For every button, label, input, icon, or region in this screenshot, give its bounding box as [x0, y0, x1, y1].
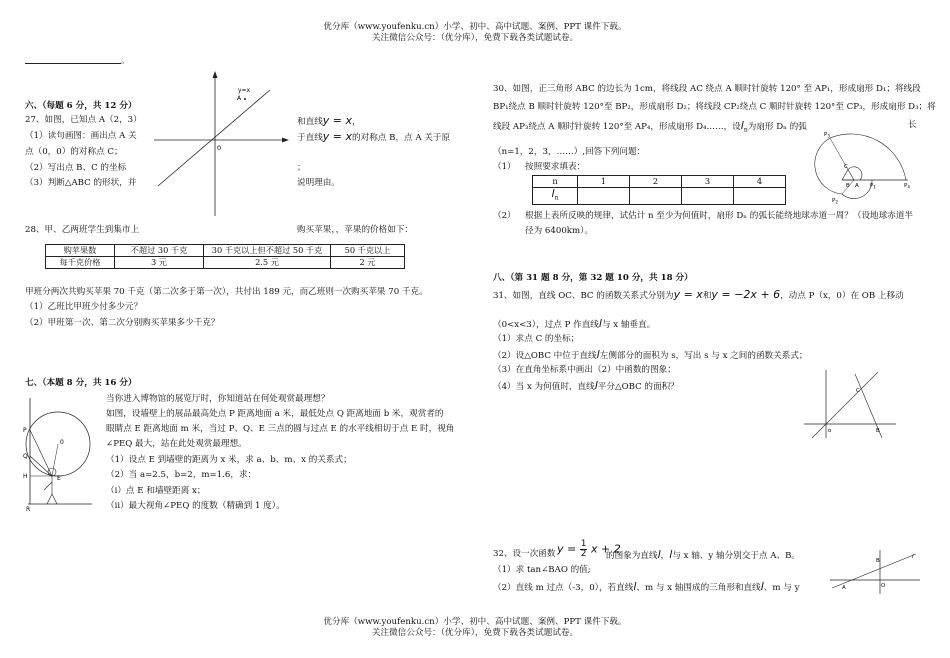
- q31-symbol-l-2: l: [596, 348, 600, 361]
- q32-line1a: 32、设一次函数: [493, 549, 556, 559]
- q30-label-c: C: [844, 164, 848, 170]
- q29-viewer-leg-right: [52, 494, 57, 504]
- q30-label-p3-letter: P: [824, 132, 828, 138]
- q30-line3c: 长: [908, 120, 917, 130]
- q31-label-c: C: [856, 388, 860, 394]
- q28-table-price-row: [46, 257, 405, 269]
- q32-symbol-l-3: l: [633, 580, 637, 593]
- q30-line5b: 按照要求填表：: [525, 162, 586, 172]
- q31-line5: （3）在直角坐标系中画出（2）中函数的图象；: [493, 365, 676, 375]
- q30-label-p4: [904, 183, 910, 190]
- q30-line6c: 径为 6400km）。: [525, 226, 594, 236]
- q30-td-n3: 3: [682, 176, 734, 188]
- q30-td-l4[interactable]: [734, 188, 786, 205]
- blank-period: 。: [121, 56, 130, 66]
- q29-line7: （ⅰ）点 E 和墙壁距离 x；: [106, 486, 206, 496]
- q27-line1a: 27、如图，已知点 A（2，3）: [25, 115, 142, 125]
- q29-label-r: R: [26, 506, 31, 513]
- q30-line5a: （1）: [493, 162, 516, 172]
- q32-symbol-l-2: l: [669, 548, 673, 561]
- q30-label-p2: [832, 198, 838, 204]
- q32-label-l: l: [912, 554, 914, 560]
- q32-line-l: [832, 554, 916, 588]
- q29-line4: ∠PEQ 最大，站在此处观赏最理想。: [106, 439, 247, 449]
- q30-line3b-text: 为扇形 Dₙ 的弧: [747, 122, 807, 132]
- q32-line3b-text: 、m 与 x 轴围成的三角形和直线: [636, 583, 761, 593]
- q30-arc-4: [830, 134, 906, 180]
- q28-td-3: 2 元: [331, 257, 405, 269]
- q30-label-p1-letter: P: [870, 183, 874, 189]
- q30-line3a-text: 线段 AP₃绕点 A 顺时针旋转 120°至 AP₄，形成扇形 D₄……，设: [493, 122, 741, 132]
- q30-table-symbol-sub-n: n: [554, 194, 559, 202]
- q30-triangle-abc: [842, 170, 854, 180]
- q28-line3: （1）乙班比甲班少付多少元？: [25, 302, 143, 312]
- footer-line-2: 关注微信公众号：（优分库），免费下载各类试题试卷。: [371, 628, 579, 638]
- q27-line2b-text: 于直线: [297, 133, 323, 143]
- q32-symbol-l-1: l: [657, 548, 661, 561]
- q31-eq-bc: y = −2x + 6: [711, 288, 781, 301]
- q27-y-arrow: [213, 71, 218, 78]
- q32-line2: （1）求 tan∠BAO 的值;: [493, 565, 591, 575]
- q28-th-3: 50 千克以上: [331, 245, 405, 257]
- q30-label-p4-letter: P: [904, 183, 908, 189]
- q30-label-p2-letter: P: [832, 198, 836, 204]
- q30-td-l1[interactable]: [578, 188, 630, 205]
- q30-label-p3: [824, 132, 830, 139]
- q32-fraction-den: 2: [580, 549, 587, 559]
- footer-line-1: 优分库（www.youfenku.cn）小学、初中、高中试题、案例、PPT 课件下载。: [323, 617, 627, 627]
- q28-th-2: 30 千克以上但不超过 50 千克: [204, 245, 331, 257]
- q27-line1b-text: 和直线: [297, 117, 323, 127]
- q31-line2a-text: （0<x<3），过点 P 作直线: [493, 320, 599, 330]
- q32-eq-y: y =: [557, 542, 577, 556]
- q31-line4: [493, 349, 808, 362]
- q30-label-p1: [870, 183, 876, 190]
- q31-label-o: o: [828, 428, 832, 434]
- q31-line2: [493, 318, 655, 331]
- header-line-1: 优分库（www.youfenku.cn）小学、初中、高中试题、案例、PPT 课件下载。: [323, 22, 627, 32]
- q29-label-e: E: [57, 475, 61, 482]
- q31-line1a-text: 31、如图，直线 OC、BC 的函数关系式分别为: [493, 291, 674, 301]
- q30-spiral-figure: [808, 124, 916, 204]
- q27-line2a: （1）读句画图：画出点 A 关: [25, 131, 137, 141]
- q31-line6: [493, 380, 679, 393]
- q27-line1b: [297, 115, 361, 128]
- q28-table-header-row: [46, 245, 405, 257]
- q28-td-1: 3 元: [115, 257, 204, 269]
- q29-line3: 眼睛点 E 距离地面 m 米，当过 P、Q、E 三点的圆与过点 E 的水平线相切于点 E 时，视角: [106, 424, 455, 434]
- q29-line2: 如图，设墙壁上的展品最高处点 P 距离地面 a 米，最低处点 Q 距离地面 b 米，观赏者的: [106, 409, 444, 419]
- q32-fraction: [580, 540, 588, 559]
- q29-label-o: 0: [60, 439, 64, 446]
- q27-origin-label: 0: [217, 144, 222, 152]
- q30-line6b: 根据上表所反映的规律，试估计 n 至少为何值时，扇形 Dₙ 的弧长能绕地球赤道一周？（设地球赤道半: [525, 211, 914, 221]
- q27-point-a-label: A: [237, 95, 242, 102]
- q27-x-arrow: [282, 138, 289, 143]
- q31-symbol-l-3: l: [594, 379, 598, 392]
- q32-line3a-text: （2）直线 m 过点（-3，0），若直线: [493, 583, 634, 593]
- q28-td-0: 每千克价格: [46, 257, 115, 269]
- q29-museum-figure: [22, 394, 104, 514]
- q27-line5a: （3）判断△ABC 的形状，并: [25, 178, 137, 188]
- q29-line8: （ⅱ）最大视角∠PEQ 的度数（精确到 1 度）。: [106, 501, 285, 511]
- q32-eq-tail: x + 2: [590, 542, 621, 556]
- q28-line1a: 28、甲、乙两班学生到集市上: [25, 225, 140, 235]
- q27-point-a: [244, 98, 246, 100]
- q29-label-q: Q: [23, 453, 28, 460]
- q31-line1b-text: 和: [702, 291, 712, 301]
- q30-label-p4-sub: 4: [907, 184, 910, 190]
- section-6-title: 六、（每题 6 分，共 12 分）: [25, 101, 137, 111]
- q30-td-n4: 4: [734, 176, 786, 188]
- q28-line1b: 购买苹果，，苹果的价格如下：: [297, 225, 414, 235]
- q32-line1b-text: 的图象为直线: [606, 551, 658, 561]
- q30-td-n1: 1: [578, 176, 630, 188]
- q30-label-b: B: [846, 183, 850, 189]
- q30-label-p2-sub: 2: [835, 199, 838, 204]
- q27-line-label: y=x: [238, 87, 251, 94]
- q27-line1c-text: ，: [352, 117, 361, 127]
- q27-line5b: 说明理由。: [297, 178, 340, 188]
- q31-coordinate-figure: [800, 364, 900, 444]
- q32-line3c-text: 、m 与 y: [763, 583, 800, 593]
- q30-td-ln: [533, 188, 578, 205]
- q28-td-2: 2.5 元: [204, 257, 331, 269]
- q32-label-a: A: [842, 585, 846, 591]
- q30-line4: （n=1，2，3，……）,回答下列问题：: [493, 147, 646, 157]
- q29-line6: （2）当 a=2.5，b=2，m=1.6，求：: [106, 470, 257, 480]
- q27-coordinate-figure: [150, 68, 290, 218]
- q27-line-y-eq-x: [158, 90, 270, 186]
- q28-line4: （2）甲班第一次、第二次分别购买苹果多少千克？: [25, 318, 220, 328]
- q29-viewer-leg-left: [47, 494, 52, 504]
- q31-line4a-text: （2）设△OBC 中位于直线: [493, 351, 597, 361]
- q30-line1: 30、如图，正三角形 ABC 的边长为 1cm，将线段 AC 绕点 A 顺时针旋转 120° 至 AP₁，形成扇形 D₁；将线段: [493, 84, 921, 94]
- q27-line4a: （2）写出点 B、C 的坐标: [25, 163, 127, 173]
- q31-line3: （1）求点 C 的坐标；: [493, 334, 580, 344]
- q30-symbol-sub-n: n: [743, 126, 748, 134]
- q30-td-n: n: [533, 176, 578, 188]
- q29-line5: （1）设点 E 到墙壁的距离为 x 米，求 a、b、m、x 的关系式；: [106, 455, 352, 465]
- q29-line-qe: [30, 456, 52, 476]
- q29-viewer-arm: [44, 482, 52, 490]
- q30-td-l3[interactable]: [682, 188, 734, 205]
- q31-line2b-text: 与 x 轴垂直。: [601, 320, 656, 330]
- q32-symbol-l-4: l: [760, 580, 764, 593]
- q29-radius: [52, 444, 58, 476]
- q30-table-n-row: [533, 176, 786, 188]
- header-line-2: 关注微信公众号：（优分库），免费下载各类试题试卷。: [371, 33, 579, 43]
- q32-line1b: [606, 549, 800, 562]
- q30-table-symbol-l: l: [551, 187, 555, 200]
- q32-label-b: B: [876, 558, 880, 564]
- q31-line4b-text: 左侧部分的面积为 s，写出 s 与 x 之间的函数关系式；: [599, 351, 808, 361]
- q30-line2: BP₁绕点 B 顺时针旋转 120°至 BP₂，形成扇形 D₂；将线段 CP₂绕点 C 顺时针旋转 120°至 CP₃，形成扇形 D₃；将: [493, 102, 936, 112]
- q31-eq-oc: y = x: [673, 288, 703, 301]
- q28-th-0: 购苹果数: [46, 245, 115, 257]
- q32-line1d-text: 与 x 轴、y 轴分别交于点 A、B。: [672, 551, 800, 561]
- q32-line3: [493, 581, 799, 594]
- q30-label-p1-sub: 1: [873, 184, 876, 190]
- q28-price-table: [45, 244, 405, 269]
- q29-label-h: H: [23, 473, 28, 480]
- q29-line-pe: [30, 430, 52, 476]
- q31-label-b: B: [876, 428, 880, 434]
- q31-line6b-text: 平分△OBC 的面积？: [597, 382, 679, 392]
- q27-line2b: [297, 131, 450, 144]
- q30-symbol-l: l: [740, 119, 744, 132]
- q27-line2c-text: 的对称点 B，点 A 关于原: [352, 133, 451, 143]
- q29-label-p: P: [23, 427, 27, 434]
- q30-arc-3: [815, 138, 842, 194]
- q30-table-l-row: [533, 188, 786, 205]
- q28-line2: 甲班分两次共购买苹果 70 千克（第二次多于第一次），共付出 189 元，而乙班则一次购买苹果 70 千克。: [25, 287, 428, 297]
- q30-label-p3-sub: 3: [827, 133, 830, 139]
- q30-td-n2: 2: [630, 176, 682, 188]
- q32-fraction-num: 1: [580, 539, 587, 549]
- section-7-title: 七、（本题 8 分，共 16 分）: [25, 378, 137, 388]
- q27-eq-yx-2: y = x: [322, 130, 353, 143]
- answer-blank: [25, 63, 121, 64]
- q31-line1: [493, 289, 904, 302]
- q30-fill-table: [532, 175, 786, 205]
- q27-eq-yx-1: y = x: [322, 114, 353, 127]
- q30-label-a: A: [855, 183, 859, 189]
- q30-line6a: （2）: [493, 211, 516, 221]
- q30-td-l2[interactable]: [630, 188, 682, 205]
- q31-line1c-text: ，动点 P（x，0）在 OB 上移动: [780, 291, 904, 301]
- q32-coordinate-figure: [826, 548, 922, 596]
- q29-line1: 当你进入博物馆的展览厅时，你知道站在何处观赏最理想？: [106, 394, 330, 404]
- q27-line3: 点（0，0）的对称点 C；: [25, 147, 123, 157]
- q31-symbol-l-1: l: [598, 317, 602, 330]
- section-8-title: 八、（第 31 题 8 分，第 32 题 10 分，共 18 分）: [493, 273, 693, 283]
- q30-line3: [493, 120, 807, 136]
- q31-line6a-text: （4）当 x 为何值时，直线: [493, 382, 595, 392]
- q32-label-o: O: [881, 583, 886, 589]
- q27-line4b: ；: [297, 163, 306, 173]
- q32-line1c-text: ，: [660, 551, 670, 561]
- q28-th-1: 不超过 30 千克: [115, 245, 204, 257]
